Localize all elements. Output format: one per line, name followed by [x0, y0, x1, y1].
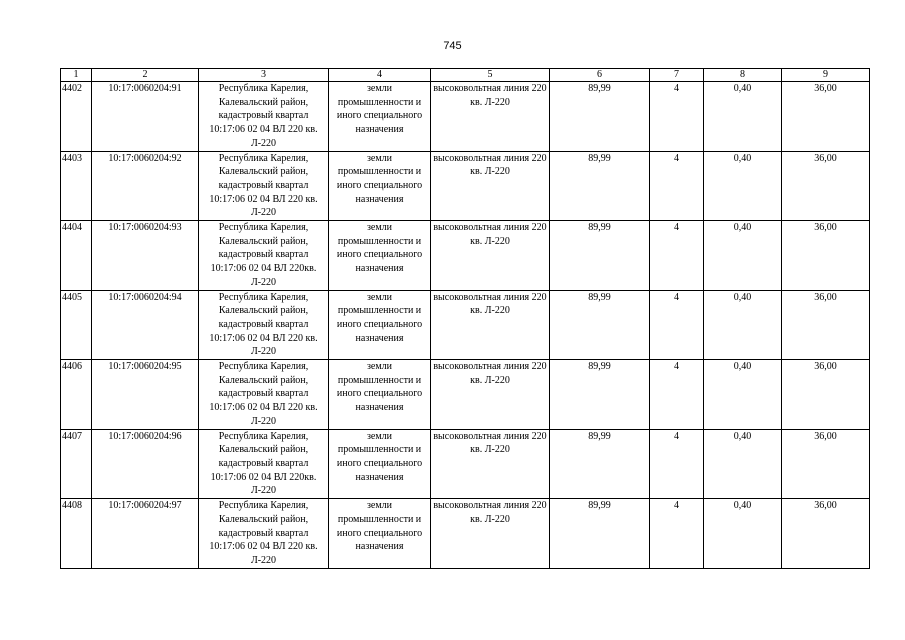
row-number-cell: 4402 [61, 82, 92, 152]
object-cell: высоковольтная линия 220 кв. Л-220 [431, 429, 550, 499]
value-cell: 89,99 [550, 151, 650, 221]
table-row [61, 221, 870, 291]
row-number-cell: 4407 [61, 429, 92, 499]
table-header-row [61, 69, 870, 82]
location-cell: Республика Карелия, Калевальский район, кадастровый квартал 10:17:06 02 04 ВЛ 220 кв. Л-220 [199, 82, 329, 152]
location-cell: Республика Карелия, Калевальский район, кадастровый квартал 10:17:06 02 04 ВЛ 220кв. Л-220 [199, 429, 329, 499]
value-cell: 89,99 [550, 290, 650, 360]
land-plots-table [60, 68, 870, 569]
row-number-cell: 4403 [61, 151, 92, 221]
value-cell: 36,00 [782, 82, 870, 152]
row-number-cell: 4408 [61, 499, 92, 569]
table-row [61, 151, 870, 221]
table-row [61, 82, 870, 152]
object-cell: высоковольтная линия 220 кв. Л-220 [431, 151, 550, 221]
cadastral-number-cell: 10:17:0060204:91 [92, 82, 199, 152]
value-cell: 4 [650, 429, 704, 499]
value-cell: 36,00 [782, 429, 870, 499]
column-header: 6 [550, 69, 650, 82]
row-number-cell: 4405 [61, 290, 92, 360]
object-cell: высоковольтная линия 220 кв. Л-220 [431, 290, 550, 360]
value-cell: 4 [650, 151, 704, 221]
cadastral-number-cell: 10:17:0060204:95 [92, 360, 199, 430]
row-number-cell: 4404 [61, 221, 92, 291]
object-cell: высоковольтная линия 220 кв. Л-220 [431, 221, 550, 291]
value-cell: 4 [650, 221, 704, 291]
table-row [61, 429, 870, 499]
column-header: 1 [61, 69, 92, 82]
row-number-cell: 4406 [61, 360, 92, 430]
value-cell: 36,00 [782, 290, 870, 360]
location-cell: Республика Карелия, Калевальский район, кадастровый квартал 10:17:06 02 04 ВЛ 220кв. Л-220 [199, 221, 329, 291]
land-category-cell: земли промышленности и иного специального назначения [329, 429, 431, 499]
location-cell: Республика Карелия, Калевальский район, кадастровый квартал 10:17:06 02 04 ВЛ 220 кв. Л-220 [199, 360, 329, 430]
value-cell: 0,40 [704, 499, 782, 569]
cadastral-number-cell: 10:17:0060204:94 [92, 290, 199, 360]
cadastral-number-cell: 10:17:0060204:93 [92, 221, 199, 291]
column-header: 9 [782, 69, 870, 82]
column-header: 8 [704, 69, 782, 82]
value-cell: 89,99 [550, 360, 650, 430]
land-category-cell: земли промышленности и иного специального назначения [329, 151, 431, 221]
table-row [61, 499, 870, 569]
value-cell: 0,40 [704, 360, 782, 430]
value-cell: 0,40 [704, 151, 782, 221]
column-header: 4 [329, 69, 431, 82]
value-cell: 89,99 [550, 429, 650, 499]
value-cell: 0,40 [704, 82, 782, 152]
value-cell: 89,99 [550, 82, 650, 152]
object-cell: высоковольтная линия 220 кв. Л-220 [431, 82, 550, 152]
value-cell: 89,99 [550, 221, 650, 291]
column-header: 7 [650, 69, 704, 82]
land-category-cell: земли промышленности и иного специального назначения [329, 290, 431, 360]
value-cell: 36,00 [782, 499, 870, 569]
page-number: 745 [443, 40, 462, 52]
object-cell: высоковольтная линия 220 кв. Л-220 [431, 360, 550, 430]
value-cell: 0,40 [704, 221, 782, 291]
value-cell: 4 [650, 360, 704, 430]
value-cell: 36,00 [782, 221, 870, 291]
value-cell: 4 [650, 82, 704, 152]
location-cell: Республика Карелия, Калевальский район, кадастровый квартал 10:17:06 02 04 ВЛ 220 кв. Л-220 [199, 290, 329, 360]
land-category-cell: земли промышленности и иного специального назначения [329, 82, 431, 152]
land-category-cell: земли промышленности и иного специального назначения [329, 499, 431, 569]
column-header: 2 [92, 69, 199, 82]
table-row [61, 290, 870, 360]
cadastral-number-cell: 10:17:0060204:92 [92, 151, 199, 221]
location-cell: Республика Карелия, Калевальский район, кадастровый квартал 10:17:06 02 04 ВЛ 220 кв. Л-220 [199, 151, 329, 221]
column-header: 3 [199, 69, 329, 82]
location-cell: Республика Карелия, Калевальский район, кадастровый квартал 10:17:06 02 04 ВЛ 220 кв. Л-220 [199, 499, 329, 569]
cadastral-number-cell: 10:17:0060204:96 [92, 429, 199, 499]
value-cell: 36,00 [782, 360, 870, 430]
column-header: 5 [431, 69, 550, 82]
object-cell: высоковольтная линия 220 кв. Л-220 [431, 499, 550, 569]
land-category-cell: земли промышленности и иного специального назначения [329, 221, 431, 291]
value-cell: 0,40 [704, 429, 782, 499]
value-cell: 4 [650, 290, 704, 360]
cadastral-number-cell: 10:17:0060204:97 [92, 499, 199, 569]
value-cell: 4 [650, 499, 704, 569]
value-cell: 89,99 [550, 499, 650, 569]
land-category-cell: земли промышленности и иного специального назначения [329, 360, 431, 430]
value-cell: 0,40 [704, 290, 782, 360]
value-cell: 36,00 [782, 151, 870, 221]
table-row [61, 360, 870, 430]
